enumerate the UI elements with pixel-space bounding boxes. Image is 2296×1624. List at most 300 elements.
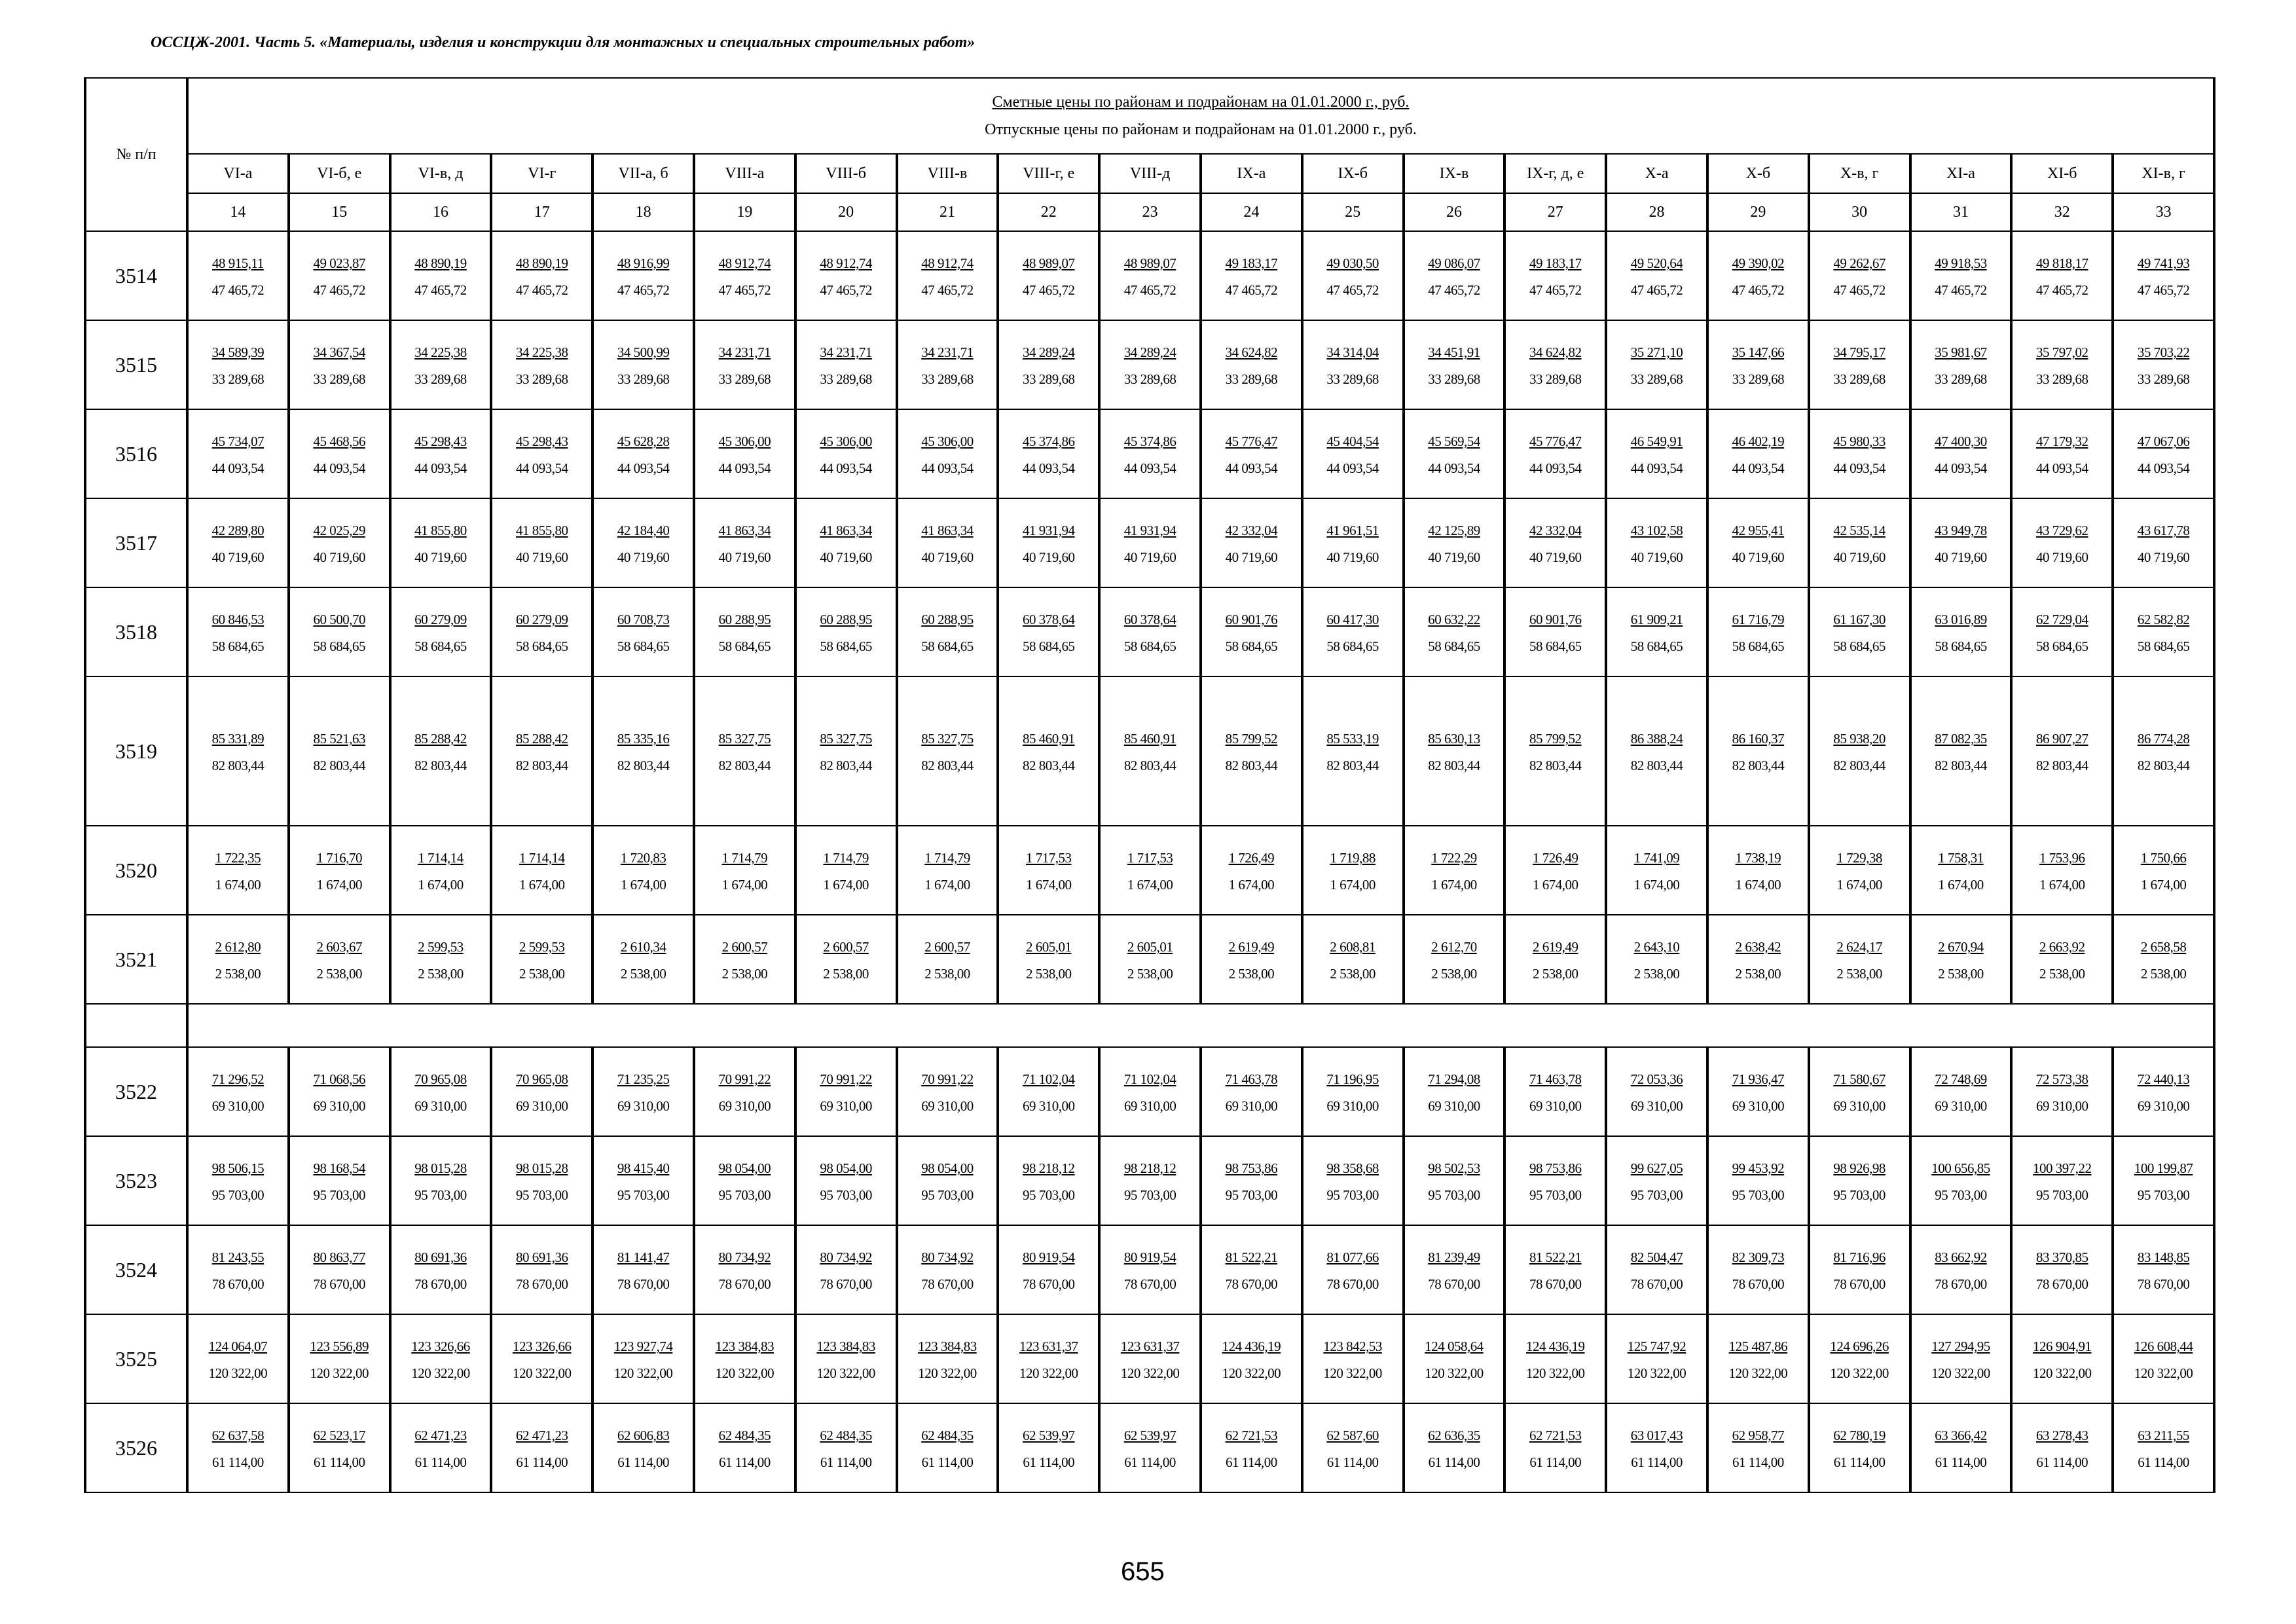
- release-price: 44 093,54: [820, 460, 872, 476]
- price-cell: [795, 1314, 897, 1403]
- price-cell: [390, 320, 492, 409]
- estimate-price: 1 750,66: [2140, 850, 2187, 866]
- price-cell: [187, 498, 289, 587]
- price-cell: [694, 1136, 795, 1225]
- price-cell: [1707, 1136, 1809, 1225]
- release-price: 69 310,00: [1833, 1098, 1886, 1114]
- row-number: 3525: [85, 1314, 187, 1403]
- price-cell: [1910, 320, 2012, 409]
- estimate-price: 62 471,23: [516, 1428, 568, 1443]
- estimate-price: 60 901,76: [1225, 612, 1278, 627]
- price-cell: [1504, 1047, 1606, 1136]
- release-price: 58 684,65: [1428, 638, 1480, 654]
- release-price: 33 289,68: [1732, 371, 1785, 387]
- price-cell: [592, 1225, 694, 1314]
- price-cell: [2113, 587, 2214, 676]
- price-cell: [289, 231, 390, 320]
- estimate-price: 63 366,42: [1935, 1428, 1987, 1443]
- estimate-price: 41 855,80: [414, 523, 467, 538]
- price-cell: [1504, 587, 1606, 676]
- table-row: [85, 826, 2214, 915]
- release-price: 61 114,00: [820, 1454, 872, 1470]
- region-header: VI-б, е: [289, 154, 390, 193]
- estimate-price: 71 294,08: [1428, 1071, 1480, 1087]
- price-cell: [1201, 409, 1302, 498]
- release-price: 69 310,00: [1732, 1098, 1785, 1114]
- estimate-price: 87 082,35: [1935, 731, 1987, 747]
- price-cell: [998, 409, 1099, 498]
- release-price: 69 310,00: [1023, 1098, 1075, 1114]
- estimate-price: 49 818,17: [2035, 255, 2088, 271]
- release-price: 1 674,00: [316, 877, 362, 893]
- release-price: 2 538,00: [1938, 966, 1984, 982]
- price-cell: [592, 915, 694, 1004]
- estimate-price: 63 278,43: [2035, 1428, 2088, 1443]
- price-cell: [1404, 498, 1505, 587]
- estimate-price: 2 605,01: [1127, 939, 1173, 955]
- price-cell: [1606, 1314, 1707, 1403]
- release-price: 58 684,65: [1732, 638, 1785, 654]
- release-price: 78 670,00: [1123, 1276, 1176, 1292]
- price-cell: [1707, 587, 1809, 676]
- row-number: 3514: [85, 231, 187, 320]
- estimate-price: 72 573,38: [2035, 1071, 2088, 1087]
- release-price: 44 093,54: [1732, 460, 1785, 476]
- estimate-price: 49 262,67: [1833, 255, 1886, 271]
- release-price: 40 719,60: [1225, 549, 1278, 565]
- price-cell: [795, 409, 897, 498]
- estimate-price: 71 936,47: [1732, 1071, 1785, 1087]
- release-price: 61 114,00: [2036, 1454, 2088, 1470]
- estimate-price-header: Сметные цены по районам и подрайонам на 01.01.2000 г., руб.: [992, 94, 1410, 111]
- price-cell: [1302, 320, 1404, 409]
- release-price: 95 703,00: [820, 1187, 872, 1203]
- price-cell: [1302, 1225, 1404, 1314]
- price-cell: [2113, 1314, 2214, 1403]
- price-cell: [1201, 231, 1302, 320]
- price-cell: [390, 1403, 492, 1492]
- release-price: 47 465,72: [1123, 282, 1176, 298]
- estimate-price: 1 719,88: [1330, 850, 1376, 866]
- price-cell: [897, 676, 998, 826]
- column-number: 16: [390, 193, 492, 231]
- release-price: 47 465,72: [2035, 282, 2088, 298]
- estimate-price: 71 196,95: [1326, 1071, 1379, 1087]
- estimate-price: 62 636,35: [1428, 1428, 1480, 1443]
- release-price: 82 803,44: [414, 758, 467, 773]
- separator-row: [85, 1004, 2214, 1047]
- release-price: 58 684,65: [921, 638, 974, 654]
- release-price: 2 538,00: [924, 966, 970, 982]
- release-price: 120 322,00: [1830, 1365, 1889, 1381]
- price-cell: [2113, 231, 2214, 320]
- estimate-price: 85 533,19: [1326, 731, 1379, 747]
- price-cell: [491, 1403, 592, 1492]
- price-cell: [998, 915, 1099, 1004]
- estimate-price: 63 211,55: [2138, 1428, 2189, 1443]
- release-price: 95 703,00: [1123, 1187, 1176, 1203]
- release-price: 1 674,00: [1938, 877, 1984, 893]
- price-cell: [2011, 1225, 2113, 1314]
- release-price: 61 114,00: [414, 1454, 467, 1470]
- price-cell: [1099, 498, 1201, 587]
- estimate-price: 100 656,85: [1931, 1160, 1990, 1176]
- region-header: X-в, г: [1809, 154, 1910, 193]
- price-cell: [897, 1225, 998, 1314]
- estimate-price: 45 468,56: [313, 434, 365, 449]
- estimate-price: 45 980,33: [1833, 434, 1886, 449]
- release-price: 40 719,60: [211, 549, 264, 565]
- release-price: 2 538,00: [1127, 966, 1173, 982]
- region-header: XI-в, г: [2113, 154, 2214, 193]
- estimate-price: 2 608,81: [1330, 939, 1376, 955]
- release-price: 33 289,68: [211, 371, 264, 387]
- row-number: 3518: [85, 587, 187, 676]
- release-price: 78 670,00: [2137, 1276, 2190, 1292]
- release-price: 69 310,00: [516, 1098, 568, 1114]
- release-price: 33 289,68: [1123, 371, 1176, 387]
- estimate-price: 41 855,80: [516, 523, 568, 538]
- estimate-price: 71 463,78: [1529, 1071, 1582, 1087]
- estimate-price: 45 404,54: [1326, 434, 1379, 449]
- estimate-price: 45 734,07: [211, 434, 264, 449]
- release-price: 78 670,00: [1833, 1276, 1886, 1292]
- estimate-price: 70 965,08: [516, 1071, 568, 1087]
- estimate-price: 60 279,09: [516, 612, 568, 627]
- region-header: VI-г: [491, 154, 592, 193]
- estimate-price: 123 556,89: [310, 1338, 369, 1354]
- release-price: 95 703,00: [211, 1187, 264, 1203]
- price-cell: [694, 826, 795, 915]
- release-price: 58 684,65: [1935, 638, 1987, 654]
- price-cell: [1201, 1403, 1302, 1492]
- estimate-price: 2 663,92: [2039, 939, 2085, 955]
- release-price: 78 670,00: [820, 1276, 872, 1292]
- estimate-price: 60 378,64: [1023, 612, 1075, 627]
- price-cell: [1606, 1225, 1707, 1314]
- estimate-price: 123 631,37: [1120, 1338, 1180, 1354]
- estimate-price: 62 582,82: [2137, 612, 2190, 627]
- estimate-price: 62 780,19: [1833, 1428, 1886, 1443]
- release-price: 44 093,54: [921, 460, 974, 476]
- price-cell: [1910, 676, 2012, 826]
- estimate-price: 2 619,49: [1228, 939, 1275, 955]
- price-cell: [1606, 676, 1707, 826]
- release-price: 61 114,00: [212, 1454, 264, 1470]
- estimate-price: 2 619,49: [1533, 939, 1578, 955]
- price-cell: [1606, 1403, 1707, 1492]
- price-cell: [390, 498, 492, 587]
- release-price: 47 465,72: [1326, 282, 1379, 298]
- column-number: 30: [1809, 193, 1910, 231]
- price-cell: [390, 1314, 492, 1403]
- estimate-price: 2 599,53: [418, 939, 464, 955]
- estimate-price: 2 600,57: [924, 939, 970, 955]
- price-cell: [289, 409, 390, 498]
- price-cell: [187, 409, 289, 498]
- estimate-price: 99 453,92: [1732, 1160, 1785, 1176]
- release-price: 95 703,00: [718, 1187, 771, 1203]
- estimate-price: 60 901,76: [1529, 612, 1582, 627]
- estimate-price: 2 610,34: [620, 939, 666, 955]
- estimate-price: 45 306,00: [718, 434, 771, 449]
- release-price: 44 093,54: [718, 460, 771, 476]
- release-price: 40 719,60: [414, 549, 467, 565]
- estimate-price: 100 397,22: [2032, 1160, 2092, 1176]
- price-cell: [1910, 498, 2012, 587]
- estimate-price: 98 926,98: [1833, 1160, 1886, 1176]
- price-cell: [1099, 676, 1201, 826]
- release-price: 120 322,00: [2134, 1365, 2193, 1381]
- release-price: 69 310,00: [211, 1098, 264, 1114]
- release-price: 78 670,00: [1732, 1276, 1785, 1292]
- price-cell: [1606, 587, 1707, 676]
- release-price: 61 114,00: [1935, 1454, 1987, 1470]
- price-cell: [1707, 915, 1809, 1004]
- price-cell: [1707, 1403, 1809, 1492]
- price-cell: [1809, 826, 1910, 915]
- release-price: 95 703,00: [516, 1187, 568, 1203]
- estimate-price: 123 384,83: [816, 1338, 875, 1354]
- price-cell: [592, 826, 694, 915]
- table-row: [85, 320, 2214, 409]
- price-cell: [795, 1136, 897, 1225]
- estimate-price: 85 327,75: [921, 731, 974, 747]
- estimate-price: 62 637,58: [211, 1428, 264, 1443]
- price-cell: [390, 1225, 492, 1314]
- price-cell: [998, 1047, 1099, 1136]
- estimate-price: 35 797,02: [2035, 344, 2088, 360]
- price-cell: [1504, 915, 1606, 1004]
- price-cell: [187, 1403, 289, 1492]
- price-cell: [795, 231, 897, 320]
- release-price: 82 803,44: [617, 758, 670, 773]
- price-cell: [1707, 231, 1809, 320]
- price-cell: [1910, 1047, 2012, 1136]
- release-price: 47 465,72: [1732, 282, 1785, 298]
- price-cell: [1707, 1314, 1809, 1403]
- release-price: 58 684,65: [313, 638, 365, 654]
- price-cell: [1910, 409, 2012, 498]
- estimate-price: 45 306,00: [820, 434, 872, 449]
- release-price: 44 093,54: [1630, 460, 1683, 476]
- estimate-price: 98 054,00: [921, 1160, 974, 1176]
- estimate-price: 98 015,28: [516, 1160, 568, 1176]
- release-price: 58 684,65: [820, 638, 872, 654]
- release-price: 1 674,00: [721, 877, 768, 893]
- price-cell: [390, 676, 492, 826]
- release-price: 40 719,60: [1935, 549, 1987, 565]
- release-price: 2 538,00: [2140, 966, 2187, 982]
- estimate-price: 34 231,71: [921, 344, 974, 360]
- price-cell: [1707, 676, 1809, 826]
- release-price: 61 114,00: [2138, 1454, 2189, 1470]
- price-cell: [1099, 409, 1201, 498]
- price-table: [84, 77, 2215, 1493]
- release-price: 120 322,00: [1019, 1365, 1078, 1381]
- estimate-price: 126 608,44: [2134, 1338, 2193, 1354]
- release-price: 120 322,00: [2032, 1365, 2092, 1381]
- release-price: 47 465,72: [617, 282, 670, 298]
- release-price: 44 093,54: [516, 460, 568, 476]
- release-price: 47 465,72: [414, 282, 467, 298]
- column-number: 20: [795, 193, 897, 231]
- release-price: 120 322,00: [1526, 1365, 1585, 1381]
- estimate-price: 72 053,36: [1630, 1071, 1683, 1087]
- estimate-price: 98 502,53: [1428, 1160, 1480, 1176]
- price-cell: [187, 1225, 289, 1314]
- estimate-price: 46 402,19: [1732, 434, 1785, 449]
- release-price: 82 803,44: [1935, 758, 1987, 773]
- release-price: 44 093,54: [211, 460, 264, 476]
- price-cell: [694, 1314, 795, 1403]
- price-cell: [390, 231, 492, 320]
- estimate-price: 2 643,10: [1633, 939, 1680, 955]
- price-cell: [1606, 1136, 1707, 1225]
- price-cell: [2113, 676, 2214, 826]
- estimate-price: 71 102,04: [1123, 1071, 1176, 1087]
- price-cell: [1099, 1225, 1201, 1314]
- price-cell: [795, 915, 897, 1004]
- price-cell: [1504, 1314, 1606, 1403]
- column-number: 19: [694, 193, 795, 231]
- estimate-price: 62 484,35: [921, 1428, 974, 1443]
- price-cell: [1707, 498, 1809, 587]
- price-cell: [289, 1314, 390, 1403]
- price-cell: [1404, 1403, 1505, 1492]
- separator-cell: [85, 1004, 187, 1047]
- price-cell: [1504, 676, 1606, 826]
- price-cell: [1201, 1314, 1302, 1403]
- estimate-price: 35 981,67: [1935, 344, 1987, 360]
- estimate-price: 70 991,22: [921, 1071, 974, 1087]
- release-price: 69 310,00: [921, 1098, 974, 1114]
- estimate-price: 63 017,43: [1630, 1428, 1683, 1443]
- estimate-price: 34 451,91: [1428, 344, 1480, 360]
- estimate-price: 83 370,85: [2035, 1249, 2088, 1265]
- estimate-price: 85 521,63: [313, 731, 365, 747]
- price-cell: [187, 915, 289, 1004]
- release-price: 95 703,00: [1630, 1187, 1683, 1203]
- price-cell: [2113, 826, 2214, 915]
- release-price: 58 684,65: [1023, 638, 1075, 654]
- release-price: 95 703,00: [1732, 1187, 1785, 1203]
- release-price: 82 803,44: [1833, 758, 1886, 773]
- release-price: 40 719,60: [1630, 549, 1683, 565]
- row-number: 3515: [85, 320, 187, 409]
- estimate-price: 71 235,25: [617, 1071, 670, 1087]
- column-number: 17: [491, 193, 592, 231]
- estimate-price: 2 612,70: [1431, 939, 1477, 955]
- price-cell: [897, 498, 998, 587]
- price-cell: [1404, 1047, 1505, 1136]
- price-cell: [1809, 915, 1910, 1004]
- column-number: 15: [289, 193, 390, 231]
- estimate-price: 1 714,79: [823, 850, 869, 866]
- price-cell: [289, 587, 390, 676]
- column-number: 29: [1707, 193, 1809, 231]
- release-price: 33 289,68: [516, 371, 568, 387]
- release-price: 95 703,00: [1225, 1187, 1278, 1203]
- price-cell: [491, 1225, 592, 1314]
- estimate-price: 86 774,28: [2137, 731, 2190, 747]
- release-price: 82 803,44: [2137, 758, 2190, 773]
- price-cell: [1404, 320, 1505, 409]
- release-price: 2 538,00: [418, 966, 464, 982]
- estimate-price: 42 955,41: [1732, 523, 1785, 538]
- region-header: VI-в, д: [390, 154, 492, 193]
- estimate-price: 42 332,04: [1529, 523, 1582, 538]
- price-cell: [1707, 320, 1809, 409]
- release-price: 69 310,00: [1630, 1098, 1683, 1114]
- estimate-price: 85 938,20: [1833, 731, 1886, 747]
- estimate-price: 70 991,22: [820, 1071, 872, 1087]
- price-cell: [1099, 320, 1201, 409]
- estimate-price: 2 638,42: [1735, 939, 1781, 955]
- price-cell: [187, 676, 289, 826]
- release-price: 61 114,00: [516, 1454, 568, 1470]
- estimate-price: 62 729,04: [2035, 612, 2088, 627]
- price-cell: [2011, 915, 2113, 1004]
- estimate-price: 98 218,12: [1023, 1160, 1075, 1176]
- estimate-price: 48 912,74: [820, 255, 872, 271]
- estimate-price: 60 279,09: [414, 612, 467, 627]
- estimate-price: 45 306,00: [921, 434, 974, 449]
- estimate-price: 72 748,69: [1935, 1071, 1987, 1087]
- estimate-price: 2 600,57: [721, 939, 768, 955]
- estimate-price: 1 741,09: [1633, 850, 1680, 866]
- estimate-price: 99 627,05: [1630, 1160, 1683, 1176]
- release-price: 95 703,00: [1428, 1187, 1480, 1203]
- estimate-price: 81 243,55: [211, 1249, 264, 1265]
- price-cell: [491, 676, 592, 826]
- price-cell: [1099, 1314, 1201, 1403]
- release-price: 2 538,00: [316, 966, 362, 982]
- release-price: 44 093,54: [2137, 460, 2190, 476]
- release-price: 2 538,00: [823, 966, 869, 982]
- release-price: 82 803,44: [1123, 758, 1176, 773]
- price-cell: [1201, 587, 1302, 676]
- release-price: 40 719,60: [1123, 549, 1176, 565]
- price-cell: [897, 409, 998, 498]
- release-price: 61 114,00: [719, 1454, 771, 1470]
- release-price: 69 310,00: [2137, 1098, 2190, 1114]
- estimate-price: 61 909,21: [1630, 612, 1683, 627]
- price-cell: [390, 409, 492, 498]
- release-price: 82 803,44: [1428, 758, 1480, 773]
- price-cell: [1404, 409, 1505, 498]
- estimate-price: 86 388,24: [1630, 731, 1683, 747]
- release-price: 47 465,72: [820, 282, 872, 298]
- price-cell: [897, 587, 998, 676]
- price-cell: [1707, 1225, 1809, 1314]
- region-header: IX-а: [1201, 154, 1302, 193]
- price-cell: [694, 320, 795, 409]
- price-cell: [1404, 826, 1505, 915]
- estimate-price: 48 890,19: [414, 255, 467, 271]
- release-price: 58 684,65: [2137, 638, 2190, 654]
- estimate-price: 126 904,91: [2032, 1338, 2092, 1354]
- estimate-price: 45 569,54: [1428, 434, 1480, 449]
- estimate-price: 83 662,92: [1935, 1249, 1987, 1265]
- price-cell: [1809, 1225, 1910, 1314]
- estimate-price: 60 288,95: [921, 612, 974, 627]
- estimate-price: 41 931,94: [1123, 523, 1176, 538]
- release-price: 61 114,00: [313, 1454, 365, 1470]
- price-cell: [1201, 320, 1302, 409]
- release-price: 120 322,00: [411, 1365, 470, 1381]
- release-price: 47 465,72: [1935, 282, 1987, 298]
